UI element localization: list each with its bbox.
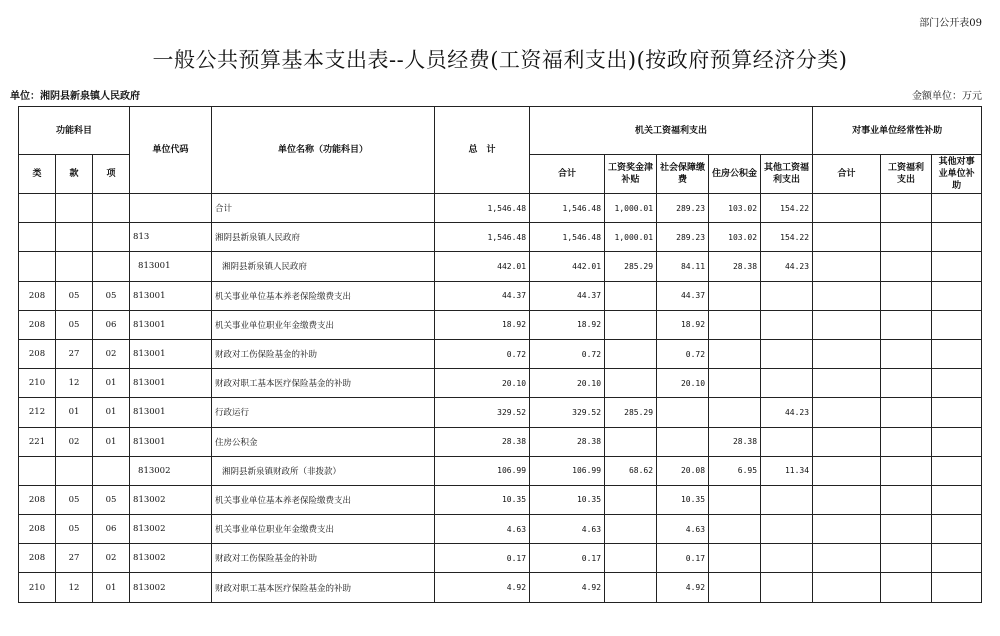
cell-total: 1,546.48 — [435, 194, 530, 223]
cell-org-housing — [709, 339, 761, 368]
cell-inst-sum — [813, 281, 881, 310]
cell-org-social: 4.63 — [657, 515, 709, 544]
header-org-housing: 住房公积金 — [709, 155, 761, 194]
header-inst-subsidy: 对事业单位经常性补助 — [813, 107, 982, 155]
cell-xiang: 05 — [93, 485, 130, 514]
cell-xiang — [93, 194, 130, 223]
cell-total: 44.37 — [435, 281, 530, 310]
cell-org-other — [761, 427, 813, 456]
cell-kuan: 05 — [56, 515, 93, 544]
table-row — [19, 573, 982, 602]
cell-unit-code: 813001 — [130, 369, 212, 398]
cell-inst-other — [932, 398, 982, 427]
cell-lei: 208 — [19, 485, 56, 514]
cell-unit-name: 合计 — [212, 194, 435, 223]
cell-unit-code: 813002 — [130, 515, 212, 544]
cell-org-social — [657, 427, 709, 456]
cell-unit-name: 湘阴县新泉镇人民政府 — [212, 223, 435, 252]
cell-org-housing: 28.38 — [709, 252, 761, 281]
cell-org-wage: 285.29 — [605, 398, 657, 427]
header-inst-sum: 合计 — [813, 155, 881, 194]
cell-org-social: 18.92 — [657, 310, 709, 339]
cell-inst-sum — [813, 369, 881, 398]
cell-xiang — [93, 223, 130, 252]
cell-inst-other — [932, 223, 982, 252]
cell-lei — [19, 252, 56, 281]
cell-inst-other — [932, 544, 982, 573]
cell-org-housing — [709, 398, 761, 427]
cell-inst-sum — [813, 427, 881, 456]
cell-total: 4.63 — [435, 515, 530, 544]
cell-inst-sum — [813, 339, 881, 368]
cell-inst-wage — [881, 194, 932, 223]
cell-unit-code: 813001 — [130, 252, 212, 281]
cell-unit-code: 813001 — [130, 398, 212, 427]
cell-unit-name: 财政对职工基本医疗保险基金的补助 — [212, 369, 435, 398]
header-lei: 类 — [19, 155, 56, 194]
cell-xiang: 02 — [93, 544, 130, 573]
cell-org-other — [761, 310, 813, 339]
cell-inst-other — [932, 515, 982, 544]
cell-xiang: 01 — [93, 573, 130, 602]
cell-org-wage — [605, 515, 657, 544]
cell-org-other — [761, 515, 813, 544]
cell-xiang: 01 — [93, 427, 130, 456]
cell-inst-wage — [881, 339, 932, 368]
cell-org-housing — [709, 573, 761, 602]
cell-inst-other — [932, 194, 982, 223]
cell-kuan: 27 — [56, 339, 93, 368]
cell-inst-sum — [813, 573, 881, 602]
cell-lei: 210 — [19, 573, 56, 602]
cell-kuan — [56, 223, 93, 252]
cell-inst-sum — [813, 485, 881, 514]
cell-inst-sum — [813, 223, 881, 252]
cell-unit-code: 813002 — [130, 485, 212, 514]
table-row — [19, 339, 982, 368]
cell-total: 10.35 — [435, 485, 530, 514]
cell-lei — [19, 223, 56, 252]
header-unit-code: 单位代码 — [130, 107, 212, 194]
table-body — [19, 194, 982, 603]
cell-lei: 208 — [19, 310, 56, 339]
cell-unit-name: 湘阴县新泉镇人民政府 — [212, 252, 435, 281]
cell-inst-sum — [813, 398, 881, 427]
cell-xiang: 01 — [93, 369, 130, 398]
table-row — [19, 369, 982, 398]
header-inst-wage: 工资福利支出 — [881, 155, 932, 194]
cell-org-wage: 68.62 — [605, 456, 657, 485]
cell-org-housing — [709, 485, 761, 514]
cell-total: 329.52 — [435, 398, 530, 427]
cell-org-sum: 18.92 — [530, 310, 605, 339]
cell-org-social: 0.72 — [657, 339, 709, 368]
cell-org-wage: 1,000.01 — [605, 194, 657, 223]
cell-org-other: 11.34 — [761, 456, 813, 485]
cell-org-social: 289.23 — [657, 194, 709, 223]
cell-org-housing — [709, 310, 761, 339]
page-title: 一般公共预算基本支出表--人员经费(工资福利支出)(按政府预算经济分类) — [152, 48, 848, 72]
cell-lei: 208 — [19, 515, 56, 544]
cell-org-housing: 28.38 — [709, 427, 761, 456]
table-row — [19, 310, 982, 339]
cell-total: 1,546.48 — [435, 223, 530, 252]
cell-kuan: 05 — [56, 310, 93, 339]
cell-inst-wage — [881, 369, 932, 398]
cell-unit-name: 财政对工伤保险基金的补助 — [212, 544, 435, 573]
cell-org-sum: 1,546.48 — [530, 223, 605, 252]
cell-lei: 208 — [19, 281, 56, 310]
cell-xiang — [93, 252, 130, 281]
cell-kuan: 27 — [56, 544, 93, 573]
cell-inst-other — [932, 281, 982, 310]
cell-org-other — [761, 544, 813, 573]
cell-unit-name: 机关事业单位基本养老保险缴费支出 — [212, 281, 435, 310]
cell-org-sum: 442.01 — [530, 252, 605, 281]
cell-org-social: 4.92 — [657, 573, 709, 602]
cell-inst-other — [932, 310, 982, 339]
amount-unit-label: 金额单位：万元 — [912, 91, 982, 102]
cell-total: 106.99 — [435, 456, 530, 485]
cell-unit-code: 813001 — [130, 310, 212, 339]
cell-org-housing: 103.02 — [709, 223, 761, 252]
table-row — [19, 485, 982, 514]
cell-org-housing — [709, 544, 761, 573]
cell-inst-sum — [813, 544, 881, 573]
cell-unit-code: 813001 — [130, 339, 212, 368]
cell-inst-other — [932, 252, 982, 281]
cell-org-other: 154.22 — [761, 194, 813, 223]
cell-total: 20.10 — [435, 369, 530, 398]
cell-org-sum: 20.10 — [530, 369, 605, 398]
cell-unit-name: 湘阴县新泉镇财政所（非拨款） — [212, 456, 435, 485]
cell-org-housing — [709, 281, 761, 310]
header-inst-other: 其他对事业单位补助 — [932, 155, 982, 194]
cell-org-other — [761, 485, 813, 514]
cell-inst-other — [932, 427, 982, 456]
cell-kuan: 12 — [56, 369, 93, 398]
table-row — [19, 398, 982, 427]
cell-unit-name: 行政运行 — [212, 398, 435, 427]
cell-lei: 208 — [19, 339, 56, 368]
cell-xiang: 06 — [93, 515, 130, 544]
cell-org-social: 44.37 — [657, 281, 709, 310]
header-func-subject: 功能科目 — [19, 107, 130, 155]
cell-org-sum: 1,546.48 — [530, 194, 605, 223]
table-row — [19, 223, 982, 252]
header-kuan: 款 — [56, 155, 93, 194]
cell-kuan: 02 — [56, 427, 93, 456]
cell-org-wage — [605, 281, 657, 310]
cell-xiang — [93, 456, 130, 485]
cell-org-other — [761, 339, 813, 368]
cell-org-sum: 4.63 — [530, 515, 605, 544]
cell-total: 0.72 — [435, 339, 530, 368]
cell-org-social: 10.35 — [657, 485, 709, 514]
cell-inst-sum — [813, 252, 881, 281]
cell-total: 442.01 — [435, 252, 530, 281]
cell-org-wage: 285.29 — [605, 252, 657, 281]
cell-unit-code: 813002 — [130, 573, 212, 602]
cell-unit-name: 财政对工伤保险基金的补助 — [212, 339, 435, 368]
cell-inst-wage — [881, 223, 932, 252]
cell-inst-wage — [881, 427, 932, 456]
cell-inst-wage — [881, 252, 932, 281]
cell-xiang: 01 — [93, 398, 130, 427]
cell-org-other — [761, 281, 813, 310]
cell-kuan: 12 — [56, 573, 93, 602]
cell-lei — [19, 194, 56, 223]
cell-kuan — [56, 456, 93, 485]
cell-inst-other — [932, 485, 982, 514]
cell-kuan: 05 — [56, 485, 93, 514]
cell-org-housing: 6.95 — [709, 456, 761, 485]
cell-org-sum: 28.38 — [530, 427, 605, 456]
header-xiang: 项 — [93, 155, 130, 194]
cell-inst-wage — [881, 544, 932, 573]
table-number-label: 部门公开表09 — [919, 18, 982, 29]
cell-inst-other — [932, 369, 982, 398]
cell-xiang: 05 — [93, 281, 130, 310]
header-unit-name: 单位名称（功能科目） — [212, 107, 435, 194]
cell-kuan — [56, 194, 93, 223]
cell-org-social — [657, 398, 709, 427]
cell-lei: 212 — [19, 398, 56, 427]
cell-lei: 221 — [19, 427, 56, 456]
cell-org-sum: 10.35 — [530, 485, 605, 514]
cell-org-other: 154.22 — [761, 223, 813, 252]
cell-total: 0.17 — [435, 544, 530, 573]
table-row — [19, 427, 982, 456]
cell-lei — [19, 456, 56, 485]
cell-org-sum: 4.92 — [530, 573, 605, 602]
cell-unit-name: 机关事业单位职业年金缴费支出 — [212, 310, 435, 339]
cell-unit-code: 813001 — [130, 427, 212, 456]
cell-org-wage — [605, 339, 657, 368]
cell-org-sum: 106.99 — [530, 456, 605, 485]
cell-org-social: 84.11 — [657, 252, 709, 281]
cell-org-social: 289.23 — [657, 223, 709, 252]
cell-org-other: 44.23 — [761, 398, 813, 427]
reporting-unit-label: 单位：湘阴县新泉镇人民政府 — [10, 91, 140, 102]
cell-org-sum: 44.37 — [530, 281, 605, 310]
cell-unit-code: 813 — [130, 223, 212, 252]
header-org-wage-welfare: 机关工资福利支出 — [530, 107, 813, 155]
cell-org-sum: 0.17 — [530, 544, 605, 573]
cell-inst-sum — [813, 515, 881, 544]
cell-org-other — [761, 369, 813, 398]
cell-unit-name: 财政对职工基本医疗保险基金的补助 — [212, 573, 435, 602]
cell-xiang: 02 — [93, 339, 130, 368]
table-row — [19, 252, 982, 281]
cell-unit-name: 机关事业单位职业年金缴费支出 — [212, 515, 435, 544]
cell-inst-wage — [881, 456, 932, 485]
cell-org-social: 20.10 — [657, 369, 709, 398]
table-row — [19, 515, 982, 544]
cell-org-housing: 103.02 — [709, 194, 761, 223]
cell-kuan — [56, 252, 93, 281]
cell-inst-other — [932, 456, 982, 485]
cell-inst-sum — [813, 456, 881, 485]
cell-inst-other — [932, 339, 982, 368]
budget-table — [18, 106, 982, 603]
cell-unit-code: 813002 — [130, 456, 212, 485]
cell-unit-code — [130, 194, 212, 223]
cell-lei: 208 — [19, 544, 56, 573]
cell-inst-wage — [881, 310, 932, 339]
cell-org-sum: 0.72 — [530, 339, 605, 368]
cell-org-housing — [709, 369, 761, 398]
header-total: 总 计 — [435, 107, 530, 194]
cell-inst-sum — [813, 310, 881, 339]
cell-inst-wage — [881, 515, 932, 544]
header-org-social: 社会保障缴费 — [657, 155, 709, 194]
header-org-wage: 工资奖金津补贴 — [605, 155, 657, 194]
cell-org-wage — [605, 573, 657, 602]
cell-org-wage: 1,000.01 — [605, 223, 657, 252]
cell-inst-sum — [813, 194, 881, 223]
table-row — [19, 544, 982, 573]
cell-unit-name: 机关事业单位基本养老保险缴费支出 — [212, 485, 435, 514]
cell-unit-name: 住房公积金 — [212, 427, 435, 456]
cell-org-wage — [605, 427, 657, 456]
cell-inst-wage — [881, 485, 932, 514]
table-row — [19, 456, 982, 485]
cell-org-wage — [605, 369, 657, 398]
cell-xiang: 06 — [93, 310, 130, 339]
cell-total: 4.92 — [435, 573, 530, 602]
cell-unit-code: 813002 — [130, 544, 212, 573]
cell-org-sum: 329.52 — [530, 398, 605, 427]
cell-total: 28.38 — [435, 427, 530, 456]
cell-lei: 210 — [19, 369, 56, 398]
cell-inst-wage — [881, 281, 932, 310]
header-org-other: 其他工资福利支出 — [761, 155, 813, 194]
cell-kuan: 01 — [56, 398, 93, 427]
cell-kuan: 05 — [56, 281, 93, 310]
cell-org-wage — [605, 485, 657, 514]
cell-org-other — [761, 573, 813, 602]
cell-org-other: 44.23 — [761, 252, 813, 281]
cell-unit-code: 813001 — [130, 281, 212, 310]
cell-inst-wage — [881, 398, 932, 427]
cell-org-wage — [605, 310, 657, 339]
cell-org-social: 0.17 — [657, 544, 709, 573]
table-row — [19, 281, 982, 310]
header-org-sum: 合计 — [530, 155, 605, 194]
cell-org-social: 20.08 — [657, 456, 709, 485]
cell-org-housing — [709, 515, 761, 544]
table-row — [19, 194, 982, 223]
cell-inst-other — [932, 573, 982, 602]
cell-org-wage — [605, 544, 657, 573]
cell-inst-wage — [881, 573, 932, 602]
cell-total: 18.92 — [435, 310, 530, 339]
